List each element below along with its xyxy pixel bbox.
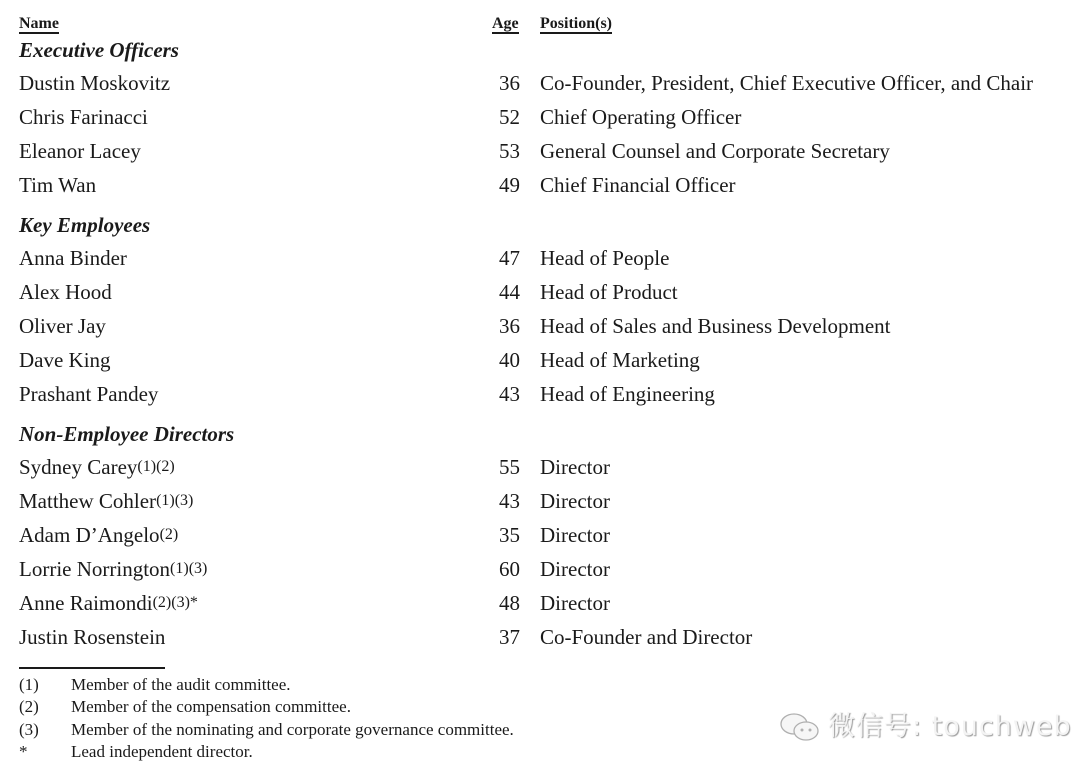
footnote-ref: (2): [159, 526, 179, 543]
table-row: [0, 245, 1080, 279]
person-name: Prashant Pandey: [19, 382, 159, 406]
person-age: 55: [499, 455, 520, 479]
person-age: 44: [499, 280, 520, 304]
table-row: [0, 313, 1080, 347]
person-position: Head of Sales and Business Development: [540, 314, 891, 338]
person-position: Director: [540, 591, 610, 615]
table-row: [0, 556, 1080, 590]
person-position: Co-Founder, President, Chief Executive Officer, and Chair: [540, 71, 1034, 95]
person-position: Head of People: [540, 246, 670, 270]
header-name: Name: [19, 15, 59, 32]
footnote-key: (2): [19, 697, 39, 716]
watermark-text: 微信号: touchweb: [828, 711, 1072, 742]
footnote-key: (3): [19, 720, 39, 739]
person-position: Head of Engineering: [540, 382, 715, 406]
person-name: Dustin Moskovitz: [19, 71, 171, 95]
person-age: 53: [499, 139, 520, 163]
table-row: [0, 488, 1080, 522]
person-position: Director: [540, 489, 610, 513]
person-position: Chief Operating Officer: [540, 105, 742, 129]
person-name: Anne Raimondi$^{(2)(3)*}$: [19, 591, 198, 615]
table-row: [0, 454, 1080, 488]
table-row: [0, 138, 1080, 172]
person-position: Chief Financial Officer: [540, 173, 736, 197]
section-title-non-employee-directors: Non-Employee Directors: [19, 422, 235, 446]
table-row: [0, 347, 1080, 381]
person-name: Dave King: [19, 348, 111, 372]
person-age: 36: [499, 314, 520, 338]
table-row: [0, 624, 1080, 658]
footnote-text: Member of the compensation committee.: [71, 697, 351, 716]
person-name: Adam D’Angelo$^{(2)}$: [19, 523, 179, 547]
person-age: 47: [499, 246, 520, 270]
footnote-ref: (2)(3)*: [152, 594, 198, 611]
person-name: Lorrie Norrington$^{(1)(3)}$: [19, 557, 208, 581]
table-row: [0, 70, 1080, 104]
table-row: [0, 522, 1080, 556]
section-title-executive-officers: Executive Officers: [19, 38, 179, 62]
person-position: Director: [540, 523, 610, 547]
header-position: Position(s): [540, 15, 612, 32]
person-age: 43: [499, 382, 520, 406]
footnote-ref: (1)(2): [137, 458, 175, 475]
table-row: [0, 279, 1080, 313]
footnote-text: Lead independent director.: [71, 742, 253, 761]
table-row: [0, 381, 1080, 415]
table-row: [0, 104, 1080, 138]
person-name: Alex Hood: [19, 280, 112, 304]
person-name: Eleanor Lacey: [19, 139, 141, 163]
person-age: 35: [499, 523, 520, 547]
header-age: Age: [492, 15, 519, 32]
person-age: 48: [499, 591, 520, 615]
person-name: Chris Farinacci: [19, 105, 148, 129]
person-name: Sydney Carey$^{(1)(2)}$: [19, 455, 175, 479]
person-age: 36: [499, 71, 520, 95]
person-position: General Counsel and Corporate Secretary: [540, 139, 890, 163]
person-age: 37: [499, 625, 520, 649]
person-position: Director: [540, 557, 610, 581]
watermark: [778, 704, 1072, 745]
person-position: Director: [540, 455, 610, 479]
person-age: 43: [499, 489, 520, 513]
footnote-ref: (1)(3): [156, 492, 194, 509]
table-row: [0, 172, 1080, 206]
person-position: Head of Marketing: [540, 348, 700, 372]
person-name: Matthew Cohler$^{(1)(3)}$: [19, 489, 194, 513]
person-position: Head of Product: [540, 280, 678, 304]
footnote-ref: (1)(3): [170, 560, 208, 577]
person-name: Anna Binder: [19, 246, 127, 270]
person-age: 49: [499, 173, 520, 197]
person-age: 52: [499, 105, 520, 129]
footnote-key: (1): [19, 675, 39, 694]
person-position: Co-Founder and Director: [540, 625, 753, 649]
person-name: Tim Wan: [19, 173, 97, 197]
section-title-key-employees: Key Employees: [19, 213, 151, 237]
person-age: 60: [499, 557, 520, 581]
footnote-text: Member of the audit committee.: [71, 675, 291, 694]
footnote-divider: [19, 667, 165, 669]
person-name: Oliver Jay: [19, 314, 106, 338]
table-row: [0, 590, 1080, 624]
person-name: Justin Rosenstein: [19, 625, 166, 649]
person-age: 40: [499, 348, 520, 372]
wechat-icon: [778, 711, 822, 745]
footnote-key: *: [19, 742, 28, 761]
footnote-text: Member of the nominating and corporate governance committee.: [71, 720, 514, 739]
